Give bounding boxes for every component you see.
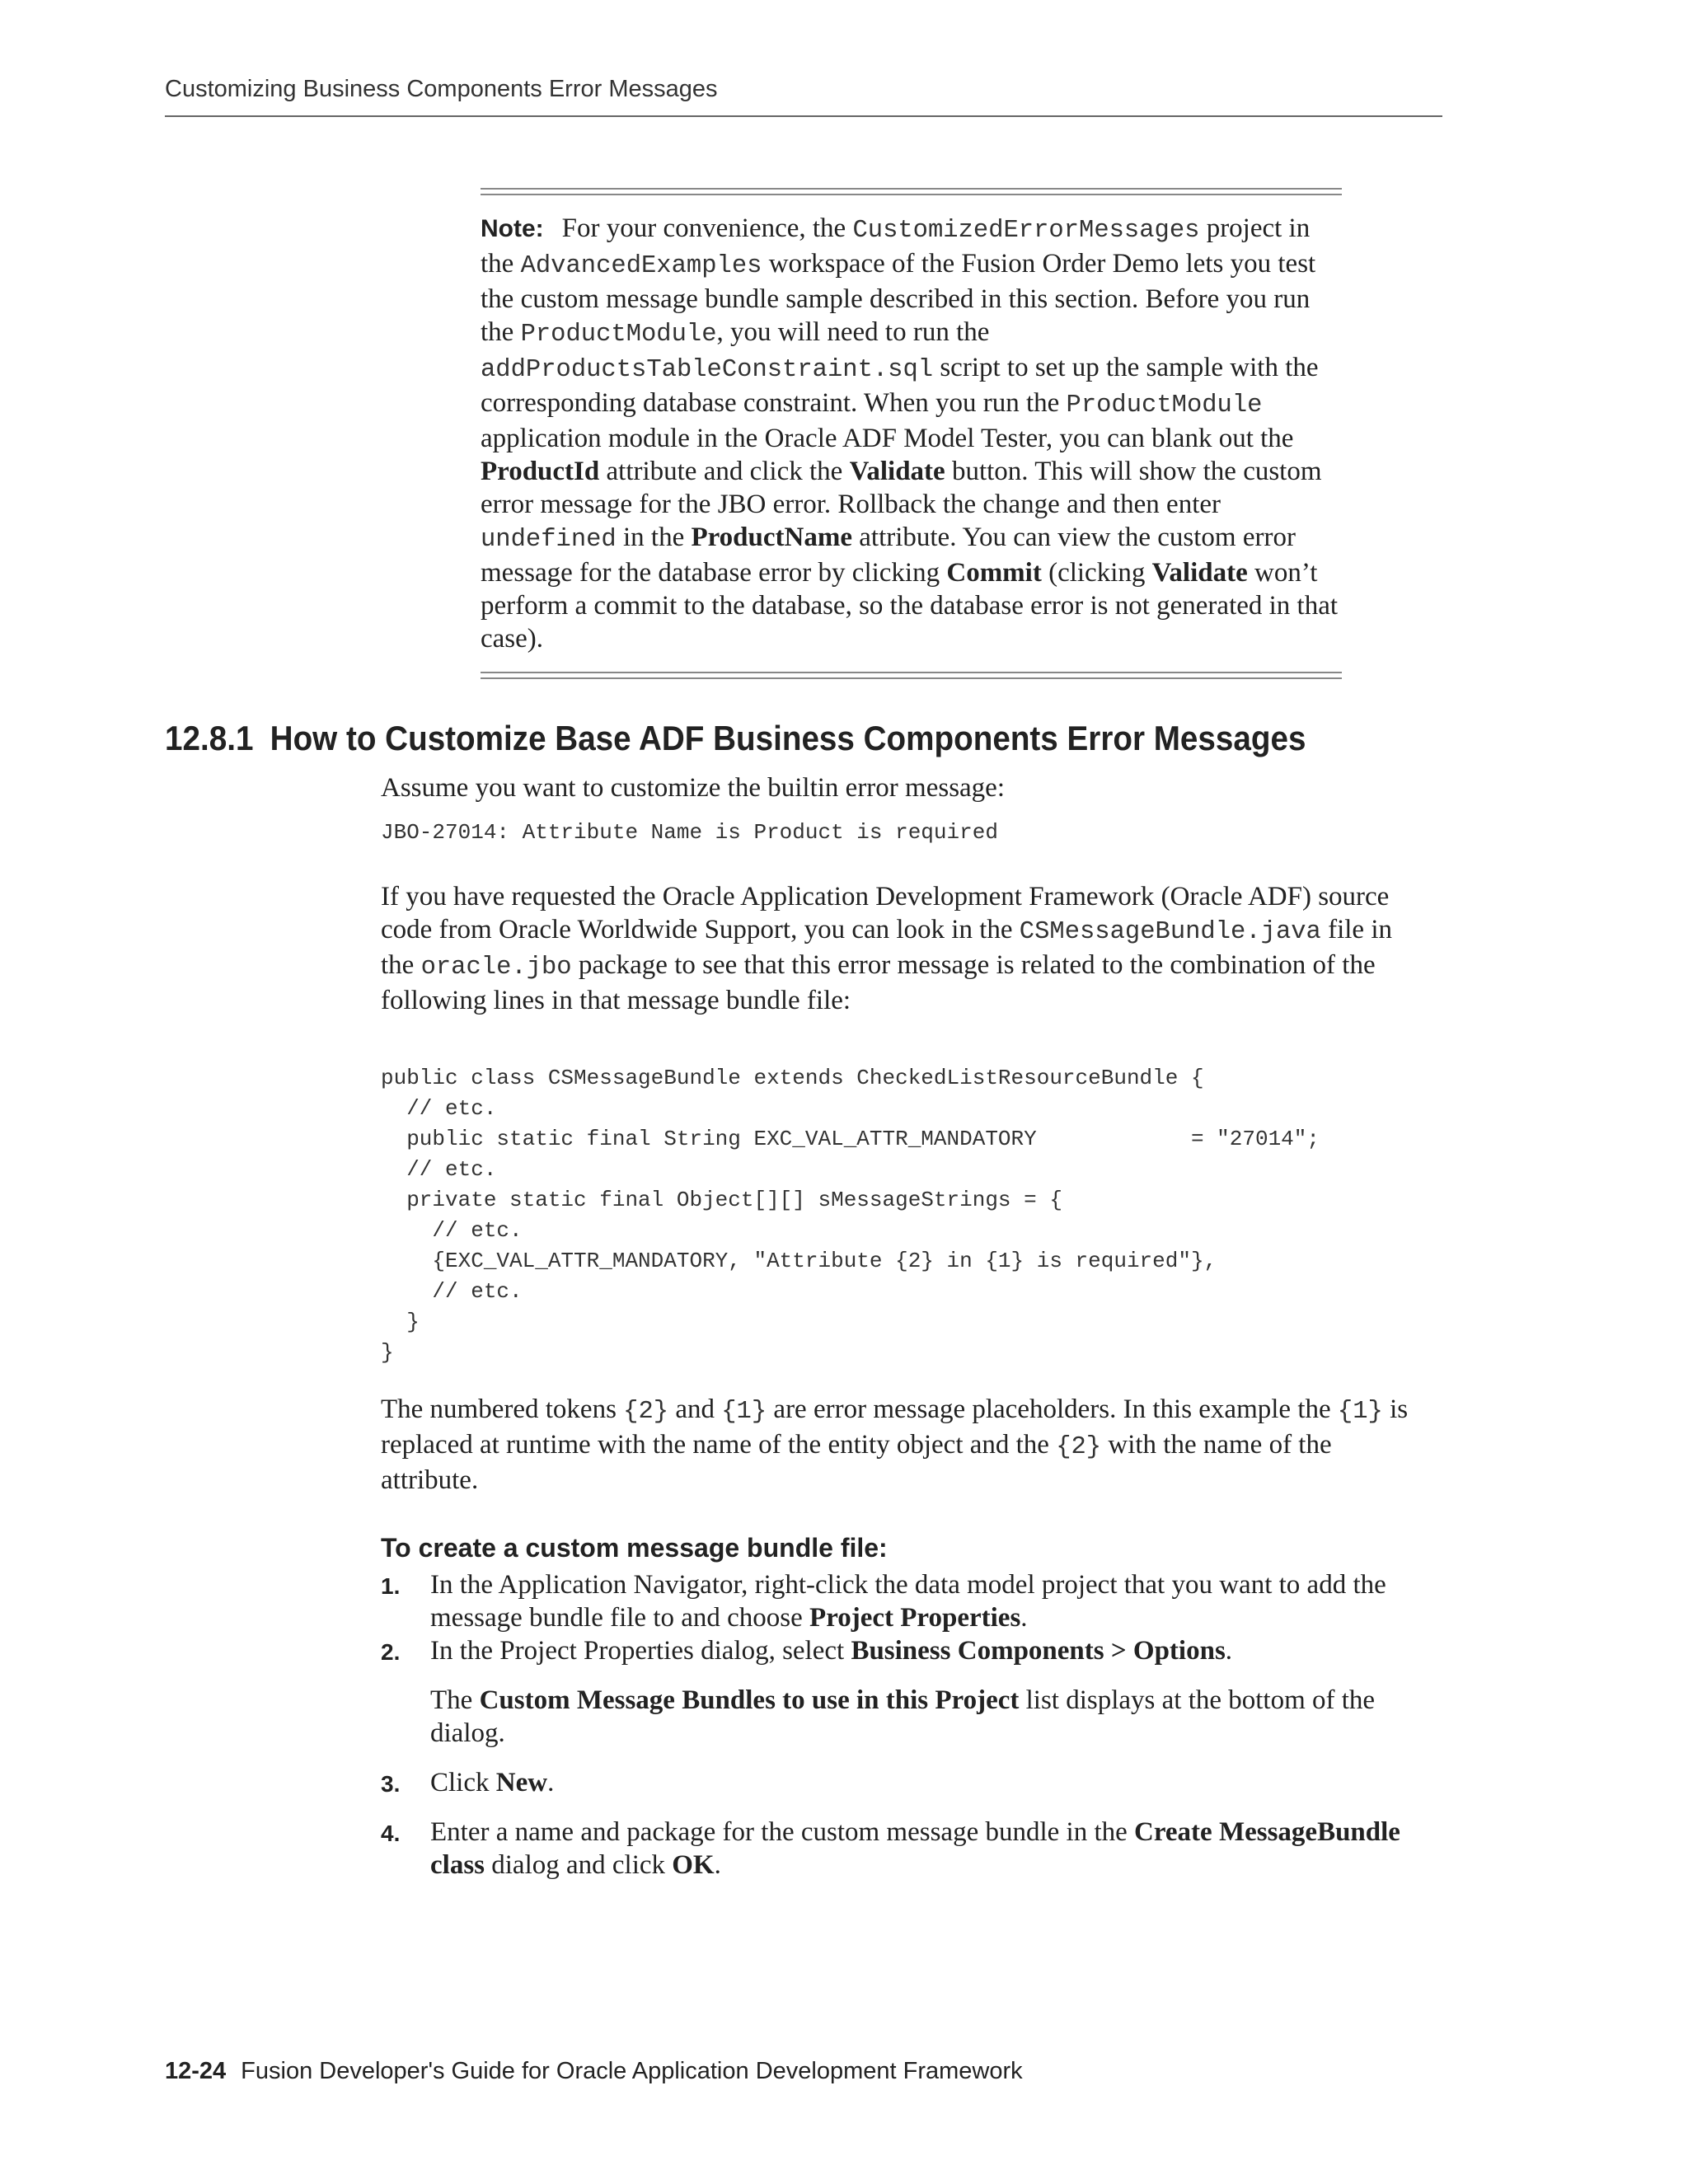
code-line: // etc. [381,1218,523,1243]
code-listing [381,1063,1320,1368]
step-2-detail [381,1684,1444,1750]
note-text-run: workspace of the Fusion Order Demo lets you test the custom message bundle sample described in this section. Before you run the [481,249,1316,347]
step-bold: Project Properties [809,1603,1021,1633]
code-filename: CSMessageBundle.java [1019,918,1321,946]
header-rule [165,115,1442,117]
error-code-line: JBO-27014: Attribute Name is Product is required [381,820,998,845]
note-code-module: ProductModule [520,321,717,349]
code-token: {1} [1337,1398,1383,1426]
code-line: // etc. [381,1279,523,1304]
code-token: {2} [623,1398,669,1426]
note-text-run: application module in the Oracle ADF Model Tester, you can blank out the [481,424,1294,453]
section-heading [165,719,1306,758]
step-3 [381,1766,1444,1799]
note-text [481,195,1342,672]
step-text-run: Click [430,1768,496,1797]
note-text-run: script to set up the sample with the corresponding database constraint. When you run the [481,353,1319,418]
step-4 [381,1816,1444,1882]
note-text-run: in the [616,523,692,552]
placeholder-paragraph [381,1393,1432,1497]
step-text-run: . [1225,1636,1233,1666]
step-text-run: dialog and click [485,1850,673,1880]
code-token: {2} [1056,1433,1102,1461]
step-bold: Business Components > Options [851,1636,1226,1666]
note-code-workspace: AdvancedExamples [520,252,762,280]
para-text-run: file in the [381,915,1393,980]
code-line: {EXC_VAL_ATTR_MANDATORY, "Attribute {2} in {1} is required"}, [381,1249,1217,1273]
note-bold-validate: Validate [1151,558,1248,588]
note-text-run: (clicking [1041,558,1152,588]
para-text-run: is replaced at runtime with the name of the entity object and the [381,1394,1409,1460]
running-header: Customizing Business Components Error Messages [165,76,718,102]
step-text [430,1816,1444,1882]
para-text-run: are error message placeholders. In this example the [767,1394,1338,1424]
step-text-run: . [1020,1603,1028,1633]
note-top-rule [481,188,1342,195]
step-number: 1. [381,1573,401,1599]
para-text-run: package to see that this error message is related to the combination of the following lines in that message bundle file: [381,950,1376,1015]
para-text-run: with the name of the attribute. [381,1430,1332,1495]
source-code-paragraph [381,880,1432,1017]
intro-paragraph: Assume you want to customize the builtin error message: [381,773,1006,803]
book-title: Fusion Developer's Guide for Oracle Application Development Framework [241,2058,1023,2084]
note-bold-productname: ProductName [691,523,852,552]
note-text-run: , you will need to run the [716,317,990,347]
code-line: // etc. [381,1157,497,1182]
step-text [430,1766,1444,1799]
para-text-run: and [668,1394,722,1424]
note-bold-commit: Commit [946,558,1042,588]
para-text-run: The numbered tokens [381,1394,624,1424]
section-number: 12.8.1 [165,719,254,757]
note-bold-productid: ProductId [481,457,600,486]
note-bottom-rule [481,672,1342,679]
code-line: public class CSMessageBundle extends CheckedListResourceBundle { [381,1066,1204,1090]
note-box [481,188,1342,679]
step-bold: Custom Message Bundles to use in this Project [479,1685,1020,1715]
section-title: How to Customize Base ADF Business Components Error Messages [270,719,1306,757]
step-text-run: In the Application Navigator, right-click the data model project that you want to add the message bundle file to and choose [430,1570,1386,1633]
code-line: private static final Object[][] sMessageStrings = { [381,1188,1062,1212]
code-package: oracle.jbo [420,954,572,982]
para-text-run: If you have requested the Oracle Application Development Framework (Oracle ADF) source code from Oracle Worldwide Support, you can look in the [381,882,1390,944]
code-token: {1} [721,1398,767,1426]
code-line: // etc. [381,1096,497,1121]
note-text-run: attribute. You can view the custom error message for the database error by clicking [481,523,1296,588]
step-text [430,1684,1444,1750]
note-text-run: For your convenience, the [561,213,853,243]
step-bold: OK [672,1850,715,1880]
step-bold: New [495,1768,548,1797]
note-text-run: project in the [481,213,1311,279]
note-text-run: attribute and click the [599,457,850,486]
note-text-run: won’t perform a commit to the database, so the database error is not generated in that case). [481,558,1339,654]
note-code-script: addProductsTableConstraint.sql [481,356,934,384]
page-footer [165,2058,1023,2085]
procedure-heading: To create a custom message bundle file: [381,1533,888,1563]
code-line: } [381,1310,420,1334]
note-code-undefined: undefined [481,526,617,554]
note-text-run: button. This will show the custom error message for the JBO error. Rollback the change and then enter [481,457,1322,519]
step-number: 4. [381,1821,401,1846]
step-text-run: The [430,1685,480,1715]
note-code-project: CustomizedErrorMessages [852,217,1200,245]
step-2 [381,1634,1444,1667]
step-text-run: Enter a name and package for the custom message bundle in the [430,1817,1135,1847]
note-label: Note: [481,215,544,242]
step-text-run: . [714,1850,721,1880]
step-number: 3. [381,1771,401,1797]
step-text [430,1634,1444,1667]
step-1 [381,1568,1444,1634]
note-bold-validate: Validate [849,457,945,486]
page-number: 12-24 [165,2058,227,2084]
code-line: } [381,1340,394,1365]
note-code-module: ProductModule [1066,391,1263,419]
code-line: public static final String EXC_VAL_ATTR_MANDATORY = "27014"; [381,1127,1320,1151]
step-text [430,1568,1444,1634]
step-text-run: . [547,1768,555,1797]
step-text-run: list displays at the bottom of the dialog. [430,1685,1376,1748]
step-number: 2. [381,1639,401,1665]
step-bold: Create MessageBundle class [430,1817,1400,1880]
step-text-run: In the Project Properties dialog, select [430,1636,851,1666]
